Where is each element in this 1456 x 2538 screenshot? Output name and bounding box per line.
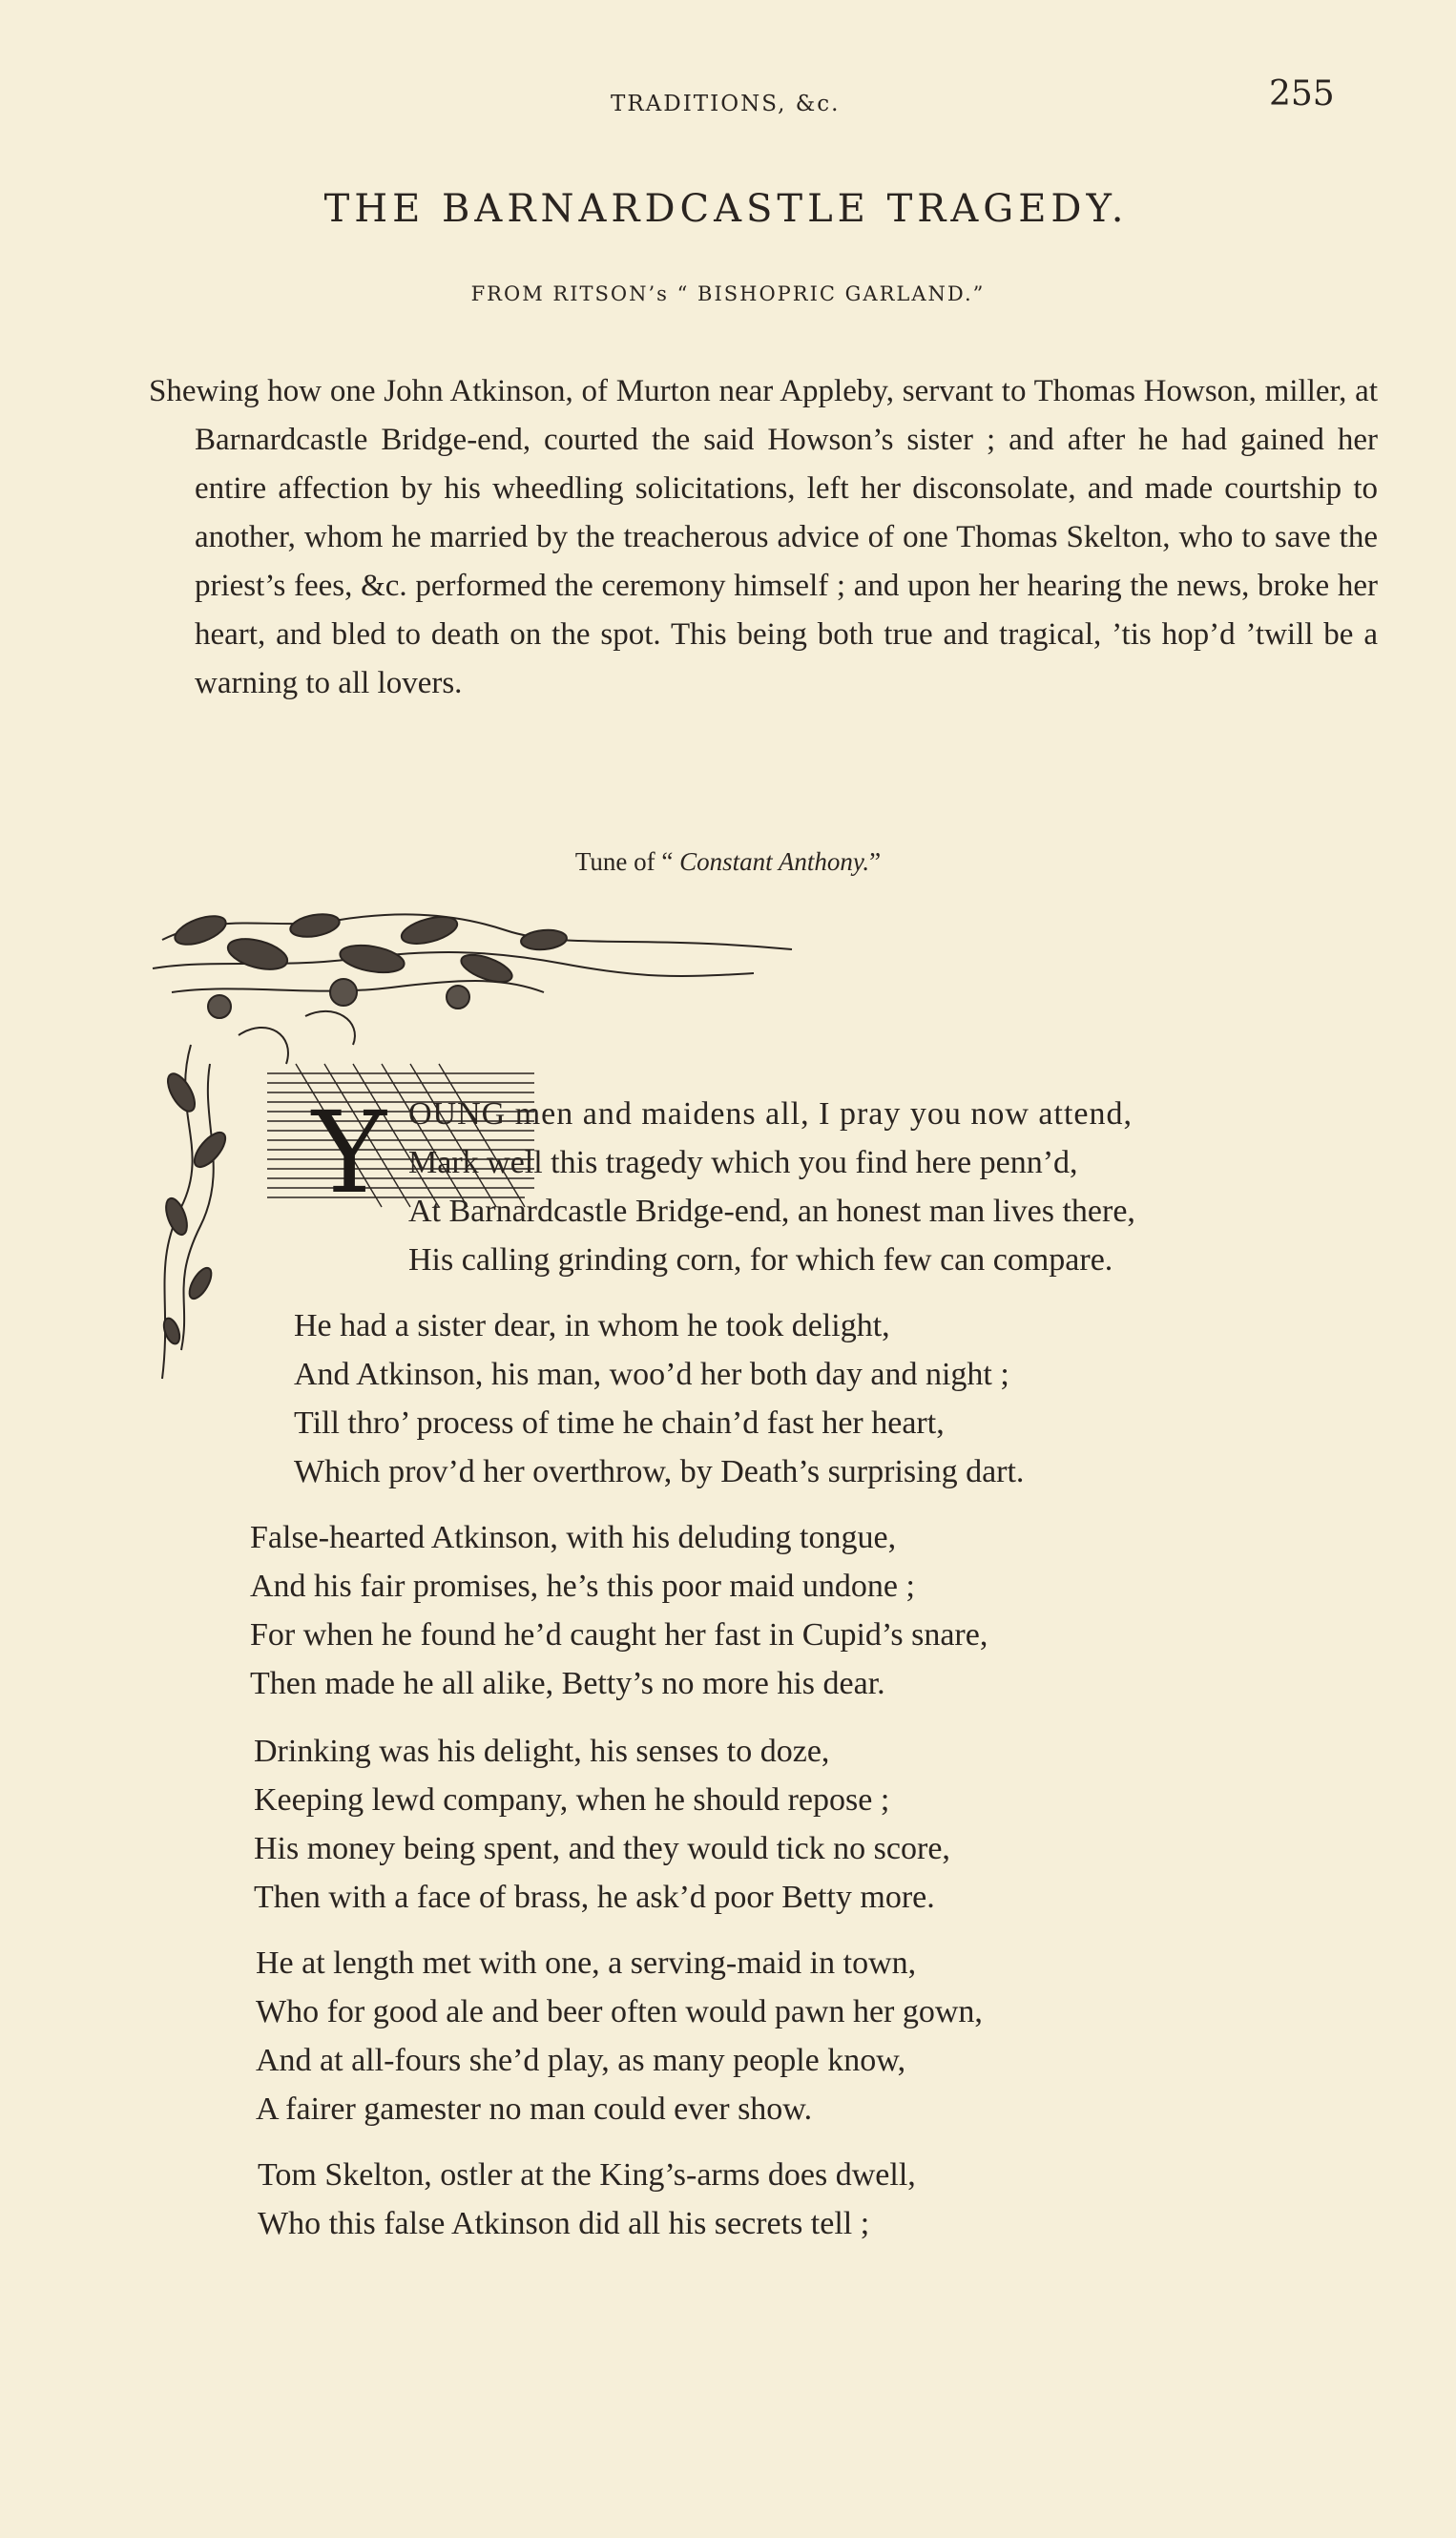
verse-line: Keeping lewd company, when he should repose ;: [254, 1782, 890, 1818]
verse-line: His calling grinding corn, for which few can compare.: [408, 1242, 1113, 1278]
stanza: [256, 1939, 983, 2133]
verse-line: Which prov’d her overthrow, by Death’s surprising dart.: [294, 1454, 1025, 1489]
verse-line: Drinking was his delight, his senses to doze,: [254, 1734, 830, 1769]
verse-line: At Barnardcastle Bridge-end, an honest man lives there,: [408, 1194, 1135, 1229]
tune-suffix: ”: [869, 847, 882, 876]
page-number: 255: [1269, 74, 1335, 114]
tune-name: Constant Anthony.: [679, 847, 870, 876]
verse-line: He had a sister dear, in whom he took delight,: [294, 1308, 890, 1343]
verse-line: OUNG men and maidens all, I pray you now attend,: [408, 1096, 1133, 1132]
verse-line: Who this false Atkinson did all his secrets tell ;: [258, 2206, 870, 2241]
stanza: [250, 1513, 988, 1708]
tune-prefix: Tune of “: [574, 847, 680, 876]
verse-line: He at length met with one, a serving-maid in town,: [256, 1945, 917, 1981]
stanza: [254, 1727, 950, 1922]
running-head: TRADITIONS, &c.: [611, 92, 841, 116]
stanza: [258, 2151, 916, 2248]
ballad-source: FROM RITSON’s “ BISHOPRIC GARLAND.”: [470, 282, 986, 305]
ballad-title: THE BARNARDCASTLE TRAGEDY.: [323, 187, 1129, 231]
verse-line: False-hearted Atkinson, with his deluding tongue,: [250, 1520, 897, 1555]
verse-line: Who for good ale and beer often would pawn her gown,: [256, 1994, 983, 2029]
verse-line: Then with a face of brass, he ask’d poor Betty more.: [254, 1880, 935, 1915]
verse-line: For when he found he’d caught her fast in Cupid’s snare,: [250, 1617, 988, 1653]
verse-line: And his fair promises, he’s this poor maid undone ;: [250, 1569, 915, 1604]
verse-line: And Atkinson, his man, woo’d her both day and night ;: [294, 1357, 1009, 1392]
drop-cap-initial: Y: [312, 1087, 386, 1218]
verse-line: Till thro’ process of time he chain’d fast her heart,: [294, 1405, 945, 1441]
verse-line: Then made he all alike, Betty’s no more his dear.: [250, 1666, 885, 1701]
verse-line: Tom Skelton, ostler at the King’s-arms does dwell,: [258, 2157, 916, 2193]
stanza: [294, 1301, 1024, 1496]
verse-line: And at all-fours she’d play, as many people know,: [256, 2043, 906, 2078]
tune-line: [0, 847, 1456, 877]
stanza: [408, 1090, 1135, 1284]
verse-line: His money being spent, and they would tick no score,: [254, 1831, 950, 1866]
verse-line: A fairer gamester no man could ever show.: [256, 2091, 813, 2127]
verse-line: Mark well this tragedy which you find here penn’d,: [408, 1145, 1078, 1180]
ballad-argument: Shewing how one John Atkinson, of Murton near Appleby, servant to Thomas Howson, miller, at Barnardcastle Bridge-end, courted the said Howson’s sister ; and after he had gained her entire affection by his wheedling solicitations, left her disconsolate, and made courtship to another, whom he married by the treacherous advice of one Thomas Skelton, who to save the priest’s fees, &c. performed the ceremony himself ; and upon her hearing the news, broke her heart, and bled to death on the spot. This being both true and tragical, ’tis hop’d ’twill be a warning to all lovers.: [149, 374, 1378, 700]
